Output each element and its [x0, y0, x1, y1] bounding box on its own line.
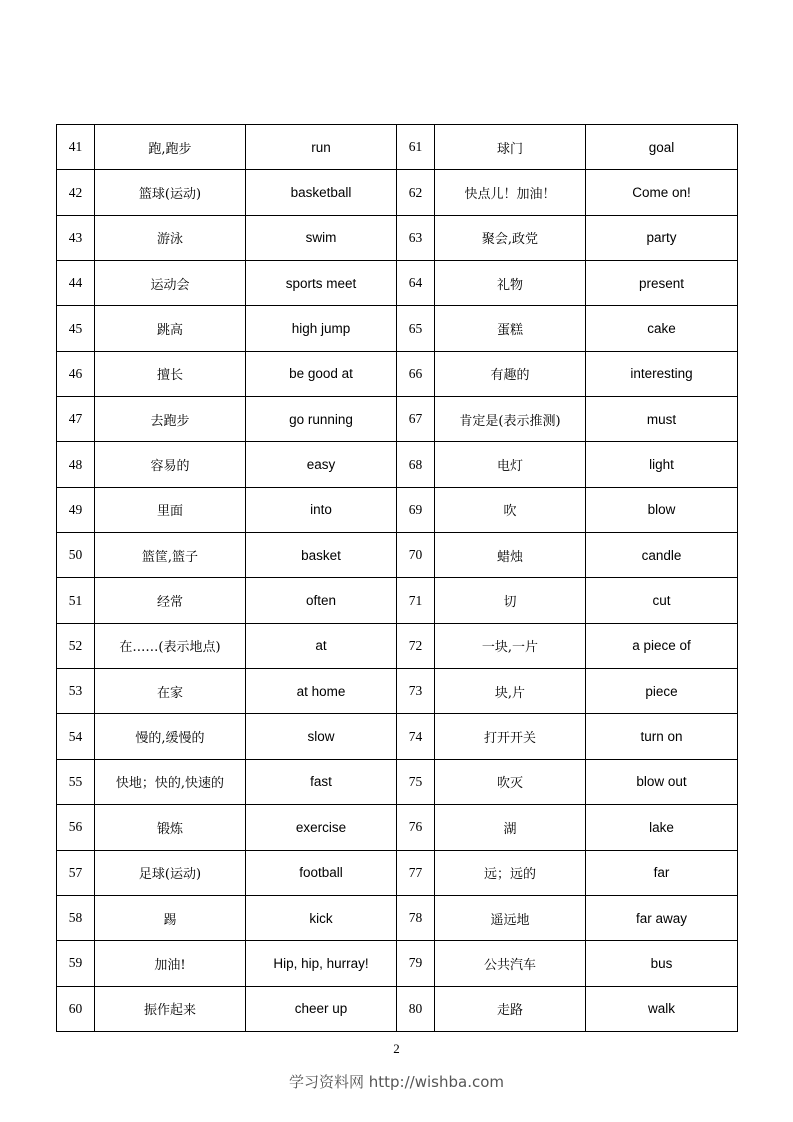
- english-word-cell: blow: [586, 487, 738, 532]
- chinese-meaning-cell: 慢的,缓慢的: [95, 714, 246, 759]
- table-row: [57, 805, 738, 850]
- table-row: [57, 578, 738, 623]
- table-row: [57, 215, 738, 260]
- english-word-cell: light: [586, 442, 738, 487]
- word-number-cell: 58: [57, 895, 95, 940]
- table-row: [57, 714, 738, 759]
- chinese-meaning-cell: 游泳: [95, 215, 246, 260]
- table-row: [57, 623, 738, 668]
- word-number-cell: 62: [397, 170, 435, 215]
- word-number-cell: 64: [397, 261, 435, 306]
- word-number-cell: 44: [57, 261, 95, 306]
- table-row: [57, 941, 738, 986]
- english-word-cell: fast: [246, 759, 397, 804]
- word-number-cell: 55: [57, 759, 95, 804]
- table-row: [57, 533, 738, 578]
- word-number-cell: 51: [57, 578, 95, 623]
- chinese-meaning-cell: 里面: [95, 487, 246, 532]
- word-number-cell: 69: [397, 487, 435, 532]
- chinese-meaning-cell: 远；远的: [435, 850, 586, 895]
- word-number-cell: 45: [57, 306, 95, 351]
- chinese-meaning-cell: 在……(表示地点): [95, 623, 246, 668]
- english-word-cell: kick: [246, 895, 397, 940]
- english-word-cell: turn on: [586, 714, 738, 759]
- chinese-meaning-cell: 在家: [95, 669, 246, 714]
- word-number-cell: 76: [397, 805, 435, 850]
- word-number-cell: 60: [57, 986, 95, 1031]
- word-number-cell: 72: [397, 623, 435, 668]
- english-word-cell: basket: [246, 533, 397, 578]
- english-word-cell: must: [586, 397, 738, 442]
- english-word-cell: Hip, hip, hurray!: [246, 941, 397, 986]
- english-word-cell: interesting: [586, 351, 738, 396]
- chinese-meaning-cell: 篮筐,篮子: [95, 533, 246, 578]
- word-number-cell: 54: [57, 714, 95, 759]
- word-number-cell: 49: [57, 487, 95, 532]
- english-word-cell: be good at: [246, 351, 397, 396]
- chinese-meaning-cell: 快点儿！加油！: [435, 170, 586, 215]
- english-word-cell: exercise: [246, 805, 397, 850]
- chinese-meaning-cell: 振作起来: [95, 986, 246, 1031]
- chinese-meaning-cell: 走路: [435, 986, 586, 1031]
- chinese-meaning-cell: 湖: [435, 805, 586, 850]
- word-number-cell: 68: [397, 442, 435, 487]
- word-number-cell: 47: [57, 397, 95, 442]
- english-word-cell: cheer up: [246, 986, 397, 1031]
- table-row: [57, 170, 738, 215]
- english-word-cell: cut: [586, 578, 738, 623]
- word-number-cell: 67: [397, 397, 435, 442]
- english-word-cell: a piece of: [586, 623, 738, 668]
- chinese-meaning-cell: 遥远地: [435, 895, 586, 940]
- chinese-meaning-cell: 块,片: [435, 669, 586, 714]
- chinese-meaning-cell: 跑,跑步: [95, 125, 246, 170]
- word-number-cell: 70: [397, 533, 435, 578]
- english-word-cell: go running: [246, 397, 397, 442]
- chinese-meaning-cell: 经常: [95, 578, 246, 623]
- table-row: [57, 351, 738, 396]
- chinese-meaning-cell: 切: [435, 578, 586, 623]
- chinese-meaning-cell: 蜡烛: [435, 533, 586, 578]
- english-word-cell: often: [246, 578, 397, 623]
- vocabulary-table: [56, 124, 738, 1032]
- word-number-cell: 52: [57, 623, 95, 668]
- english-word-cell: easy: [246, 442, 397, 487]
- table-row: [57, 850, 738, 895]
- english-word-cell: candle: [586, 533, 738, 578]
- word-number-cell: 63: [397, 215, 435, 260]
- chinese-meaning-cell: 有趣的: [435, 351, 586, 396]
- word-number-cell: 56: [57, 805, 95, 850]
- chinese-meaning-cell: 擅长: [95, 351, 246, 396]
- english-word-cell: blow out: [586, 759, 738, 804]
- word-number-cell: 75: [397, 759, 435, 804]
- chinese-meaning-cell: 球门: [435, 125, 586, 170]
- english-word-cell: slow: [246, 714, 397, 759]
- english-word-cell: into: [246, 487, 397, 532]
- english-word-cell: swim: [246, 215, 397, 260]
- watermark-text: 学习资料网 http://wishba.com: [289, 1073, 504, 1091]
- chinese-meaning-cell: 电灯: [435, 442, 586, 487]
- chinese-meaning-cell: 篮球(运动): [95, 170, 246, 215]
- chinese-meaning-cell: 礼物: [435, 261, 586, 306]
- table-row: [57, 397, 738, 442]
- english-word-cell: goal: [586, 125, 738, 170]
- word-number-cell: 42: [57, 170, 95, 215]
- vocabulary-table-body: [57, 125, 738, 1032]
- word-number-cell: 73: [397, 669, 435, 714]
- word-number-cell: 80: [397, 986, 435, 1031]
- chinese-meaning-cell: 运动会: [95, 261, 246, 306]
- word-number-cell: 78: [397, 895, 435, 940]
- word-number-cell: 57: [57, 850, 95, 895]
- english-word-cell: high jump: [246, 306, 397, 351]
- english-word-cell: walk: [586, 986, 738, 1031]
- table-row: [57, 261, 738, 306]
- chinese-meaning-cell: 一块,一片: [435, 623, 586, 668]
- table-row: [57, 442, 738, 487]
- chinese-meaning-cell: 锻炼: [95, 805, 246, 850]
- english-word-cell: Come on!: [586, 170, 738, 215]
- chinese-meaning-cell: 去跑步: [95, 397, 246, 442]
- table-row: [57, 487, 738, 532]
- word-number-cell: 79: [397, 941, 435, 986]
- english-word-cell: party: [586, 215, 738, 260]
- chinese-meaning-cell: 加油!: [95, 941, 246, 986]
- chinese-meaning-cell: 蛋糕: [435, 306, 586, 351]
- english-word-cell: at: [246, 623, 397, 668]
- chinese-meaning-cell: 容易的: [95, 442, 246, 487]
- word-number-cell: 43: [57, 215, 95, 260]
- word-number-cell: 61: [397, 125, 435, 170]
- table-row: [57, 669, 738, 714]
- chinese-meaning-cell: 跳高: [95, 306, 246, 351]
- chinese-meaning-cell: 踢: [95, 895, 246, 940]
- english-word-cell: piece: [586, 669, 738, 714]
- english-word-cell: at home: [246, 669, 397, 714]
- word-number-cell: 71: [397, 578, 435, 623]
- chinese-meaning-cell: 吹: [435, 487, 586, 532]
- english-word-cell: cake: [586, 306, 738, 351]
- table-row: [57, 125, 738, 170]
- english-word-cell: run: [246, 125, 397, 170]
- table-row: [57, 306, 738, 351]
- chinese-meaning-cell: 吹灭: [435, 759, 586, 804]
- word-number-cell: 59: [57, 941, 95, 986]
- english-word-cell: bus: [586, 941, 738, 986]
- table-row: [57, 759, 738, 804]
- chinese-meaning-cell: 足球(运动): [95, 850, 246, 895]
- english-word-cell: lake: [586, 805, 738, 850]
- english-word-cell: far: [586, 850, 738, 895]
- chinese-meaning-cell: 肯定是(表示推测): [435, 397, 586, 442]
- english-word-cell: basketball: [246, 170, 397, 215]
- chinese-meaning-cell: 打开开关: [435, 714, 586, 759]
- page-number: 2: [393, 1041, 400, 1056]
- word-number-cell: 74: [397, 714, 435, 759]
- word-number-cell: 46: [57, 351, 95, 396]
- word-number-cell: 41: [57, 125, 95, 170]
- word-number-cell: 53: [57, 669, 95, 714]
- english-word-cell: far away: [586, 895, 738, 940]
- word-number-cell: 50: [57, 533, 95, 578]
- chinese-meaning-cell: 聚会,政党: [435, 215, 586, 260]
- table-row: [57, 895, 738, 940]
- word-number-cell: 48: [57, 442, 95, 487]
- english-word-cell: football: [246, 850, 397, 895]
- table-row: [57, 986, 738, 1031]
- word-number-cell: 65: [397, 306, 435, 351]
- english-word-cell: sports meet: [246, 261, 397, 306]
- word-number-cell: 77: [397, 850, 435, 895]
- chinese-meaning-cell: 公共汽车: [435, 941, 586, 986]
- word-number-cell: 66: [397, 351, 435, 396]
- english-word-cell: present: [586, 261, 738, 306]
- chinese-meaning-cell: 快地；快的,快速的: [95, 759, 246, 804]
